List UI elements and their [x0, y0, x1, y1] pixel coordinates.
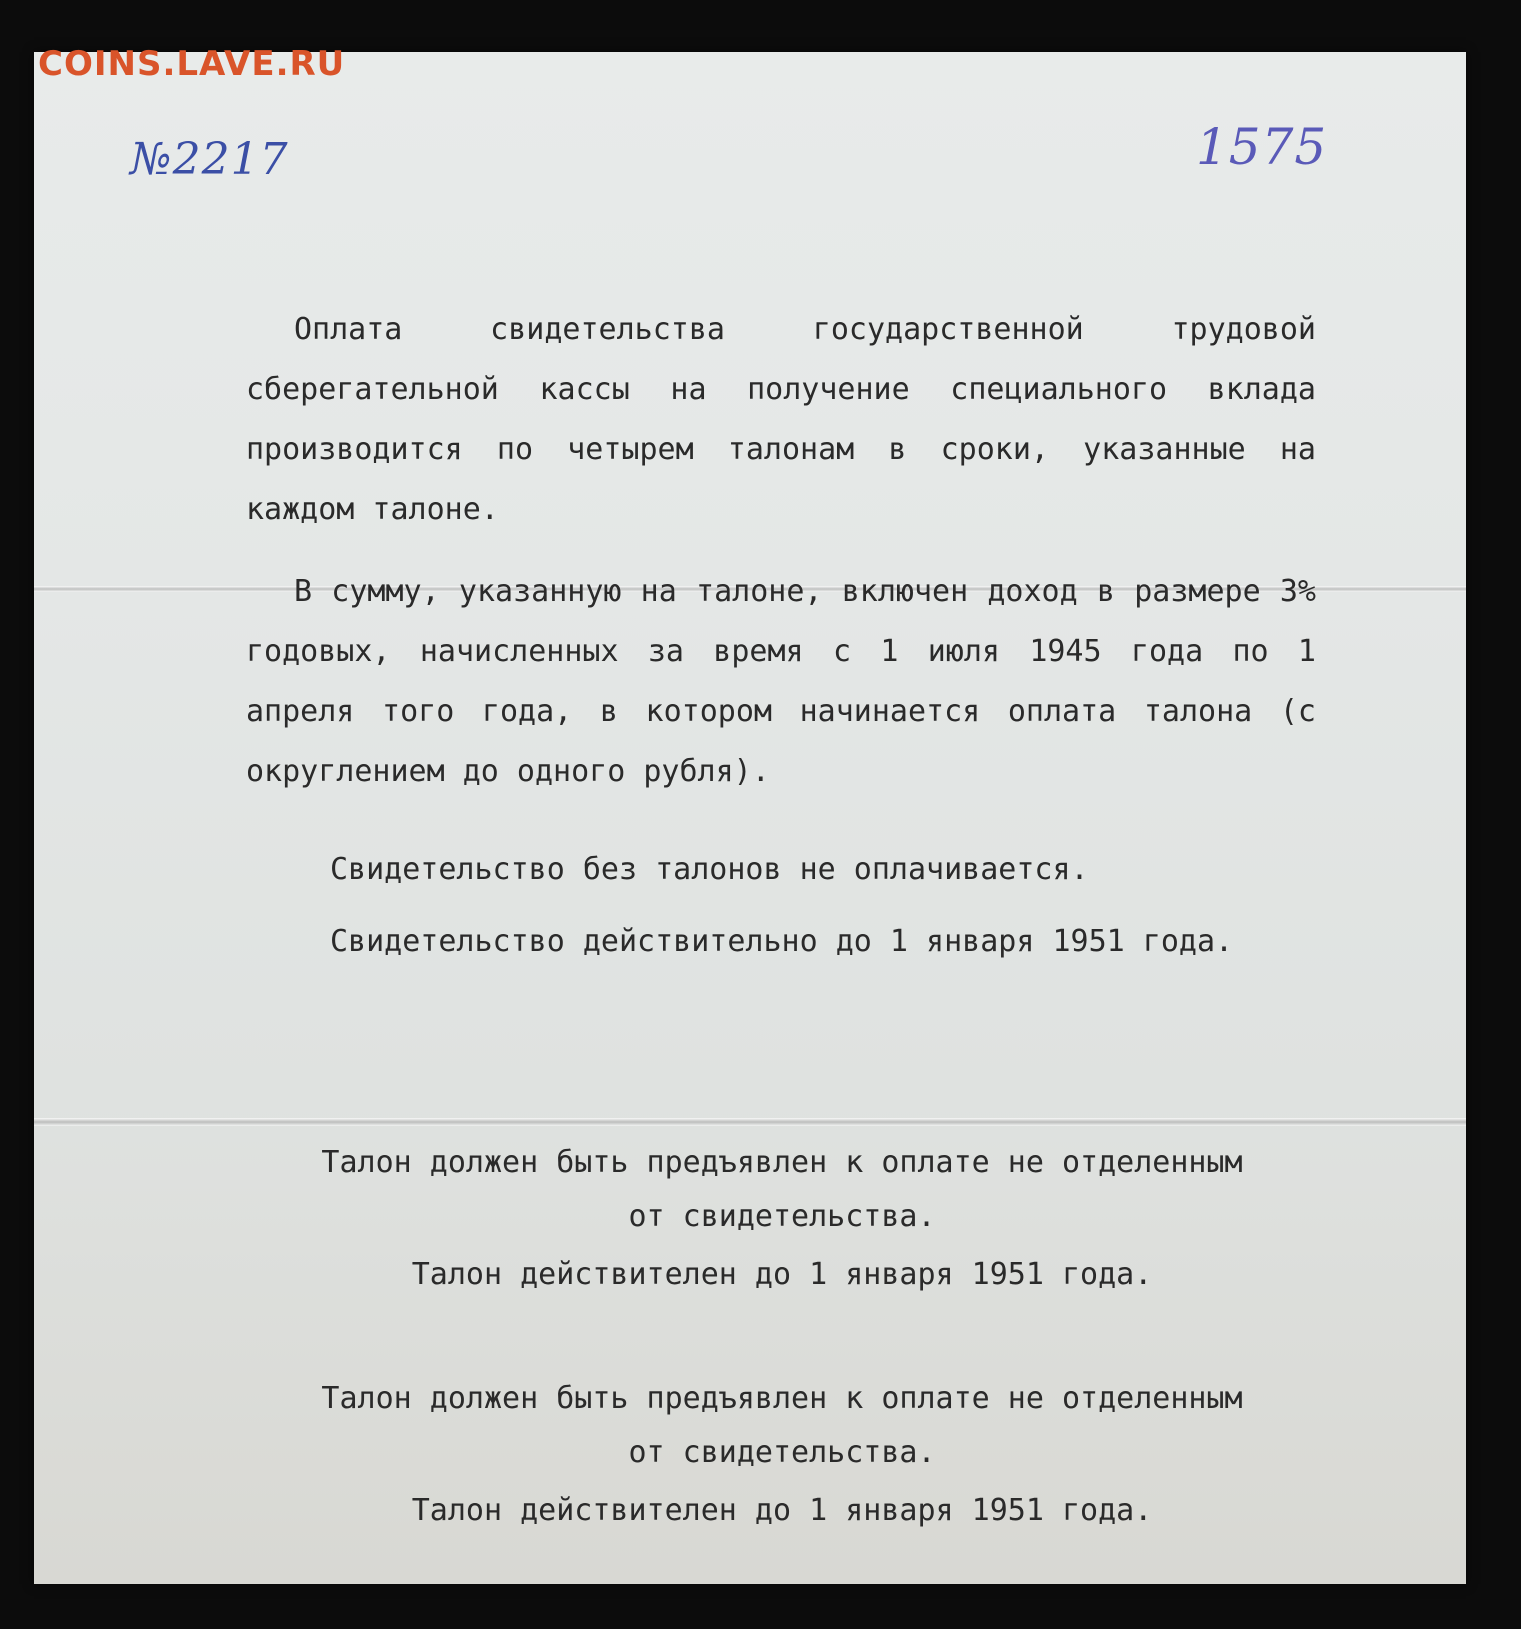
note-no-coupons: Свидетельство без талонов не оплачивается.	[330, 852, 1089, 887]
handwritten-number-right: 1575	[1196, 118, 1328, 176]
coupon-instruction-cont: от свидетельства.	[628, 1199, 936, 1234]
coupon-instruction: Талон должен быть предъявлен к оплате не отделенным	[321, 1145, 1243, 1180]
paragraph-payment-terms: Оплата свидетельства государственной трудовой сберегательной кассы на получение специального вклада производится по четырем талонам в сроки, указанные на каждом талоне.	[246, 312, 1316, 527]
handwritten-number-left: №2217	[130, 134, 289, 185]
coupon-1	[246, 1136, 1318, 1302]
coupon-2	[246, 1372, 1318, 1538]
certificate-sheet	[34, 52, 1466, 1584]
note-certificate-validity: Свидетельство действительно до 1 января 1951 года.	[330, 924, 1234, 959]
coupon-validity: Талон действителен до 1 января 1951 года.	[411, 1257, 1153, 1292]
fold-line	[34, 1118, 1466, 1126]
watermark: COINS.LAVE.RU	[38, 44, 346, 84]
coupon-validity: Талон действителен до 1 января 1951 года.	[411, 1493, 1153, 1528]
coupon-instruction: Талон должен быть предъявлен к оплате не отделенным	[321, 1381, 1243, 1416]
coupon-instruction-cont: от свидетельства.	[628, 1435, 936, 1470]
paragraph-interest: В сумму, указанную на талоне, включен доход в размере 3% годовых, начисленных за время с 1 июля 1945 года по 1 апреля того года, в котором начинается оплата талона (с округлением до одного рубля).	[246, 574, 1316, 789]
